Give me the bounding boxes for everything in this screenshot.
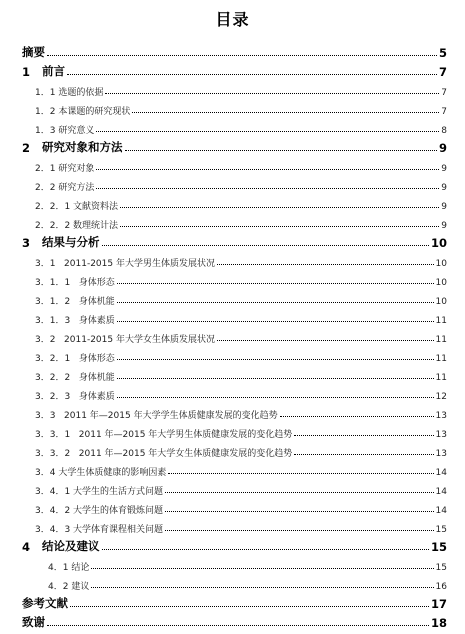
toc-entry-number: 3．1．1 [35, 278, 79, 288]
toc-entry-number: 1．2 [35, 107, 59, 117]
toc-entry-title: 研究对象 [58, 164, 95, 174]
toc-entry[interactable] [0, 555, 465, 573]
toc-entry-page: 15 [435, 525, 447, 535]
toc-entry-number: 1．3 [35, 126, 59, 136]
toc-entry-number: 1．1 [35, 88, 59, 98]
toc-entry-number: 3．1．3 [35, 316, 79, 326]
toc-entry-title: 2011 年—2015 年大学男生体质健康发展的变化趋势 [78, 430, 293, 440]
toc-entry[interactable] [0, 137, 465, 155]
toc-entry-title: 选题的依据 [58, 88, 104, 98]
toc-entry-page: 9 [438, 141, 447, 155]
toc-entry-number: 3．2．3 [35, 392, 79, 402]
dot-leader [96, 131, 439, 132]
dot-leader [117, 302, 434, 303]
toc-entry-title: 结果与分析 [42, 235, 100, 249]
toc-entry-title: 研究方法 [58, 183, 95, 193]
toc-entry-page: 11 [435, 316, 447, 326]
dot-leader [132, 112, 439, 113]
toc-entry-page: 11 [435, 335, 447, 345]
toc-entry-number: 3．1 [35, 259, 65, 269]
toc-entry-number: 3．2．2 [35, 373, 79, 383]
dot-leader [120, 207, 439, 208]
toc-entry-title: 摘要 [22, 45, 45, 59]
toc-entry-number: 3．4．2 [35, 506, 74, 516]
toc-entry-page: 8 [441, 126, 447, 136]
toc-entry-title: 2011-2015 年大学女生体质发展状况 [64, 335, 215, 345]
toc-entry-title: 大学生体质健康的影响因素 [58, 468, 167, 478]
dot-leader [294, 454, 433, 455]
dot-leader [165, 492, 433, 493]
toc-entry-page: 10 [430, 236, 447, 250]
dot-leader [217, 264, 434, 265]
dot-leader [120, 226, 439, 227]
toc-entry-page: 7 [441, 107, 447, 117]
toc-entry-title: 大学生的体育锻炼问题 [73, 506, 164, 516]
dot-leader [67, 74, 437, 75]
toc-entry[interactable] [0, 384, 465, 402]
toc-entry[interactable] [0, 517, 465, 535]
dot-leader [96, 169, 439, 170]
toc-entry[interactable] [0, 422, 465, 440]
toc-entry[interactable] [0, 612, 465, 630]
toc-entry-page: 12 [435, 392, 447, 402]
toc-entry-page: 13 [435, 411, 447, 421]
toc-entry-title: 文献资料法 [73, 202, 119, 212]
toc-entry-number: 3．1．2 [35, 297, 79, 307]
toc-entry[interactable] [0, 232, 465, 250]
toc-entry-page: 9 [441, 202, 447, 212]
toc-entry-page: 11 [435, 354, 447, 364]
toc-entry[interactable] [0, 498, 465, 516]
toc-entry-title: 参考文献 [22, 596, 68, 610]
toc-entry-page: 10 [435, 297, 447, 307]
dot-leader [168, 473, 433, 474]
dot-leader [217, 340, 434, 341]
toc-entry-title: 结论及建议 [42, 539, 100, 553]
dot-leader [102, 549, 429, 550]
toc-entry-page: 15 [435, 563, 447, 573]
dot-leader [117, 283, 434, 284]
toc-entry-title: 前言 [42, 64, 66, 78]
toc-entry-page: 7 [441, 88, 447, 98]
toc-entry-page: 15 [430, 540, 447, 554]
toc-entry[interactable] [0, 99, 465, 117]
dot-leader [280, 416, 434, 417]
toc-entry-title: 身体素质 [78, 392, 115, 402]
dot-leader [96, 188, 439, 189]
toc-entry-title: 身体形态 [78, 278, 115, 288]
dot-leader [165, 530, 433, 531]
dot-leader [105, 93, 439, 94]
toc-entry[interactable] [0, 156, 465, 174]
toc-entry[interactable] [0, 42, 465, 60]
toc-entry-page: 5 [438, 46, 447, 60]
toc-entry-page: 9 [441, 221, 447, 231]
toc-entry-number: 2 [22, 141, 43, 155]
toc-entry[interactable] [0, 479, 465, 497]
toc-entry-title: 2011 年—2015 年大学学生体质健康发展的变化趋势 [64, 411, 278, 421]
toc-entry-number: 4．1 [48, 563, 72, 573]
toc-entry-title: 身体机能 [78, 373, 115, 383]
toc-entry-number: 3．2．1 [35, 354, 79, 364]
dot-leader [91, 568, 433, 569]
toc-entry[interactable] [0, 441, 465, 459]
toc-entry-title: 大学生的生活方式问题 [73, 487, 164, 497]
toc-entry[interactable] [0, 251, 465, 269]
toc-entry[interactable] [0, 80, 465, 98]
toc-entry-page: 10 [435, 259, 447, 269]
toc-entry-title: 身体机能 [78, 297, 115, 307]
toc-entry-number: 1 [22, 65, 43, 79]
toc-entry-title: 身体素质 [78, 316, 115, 326]
toc-entry-number: 3．2 [35, 335, 65, 345]
toc-entry-page: 13 [435, 449, 447, 459]
toc-entry-page: 9 [441, 183, 447, 193]
toc-entry-page: 16 [435, 582, 447, 592]
toc-entry[interactable] [0, 536, 465, 554]
toc-entry-title: 研究意义 [58, 126, 95, 136]
toc-entry-number: 3．4 [35, 468, 59, 478]
dot-leader [70, 606, 429, 607]
dot-leader [117, 378, 434, 379]
toc-entry-number: 3．3．2 [35, 449, 79, 459]
toc-entry[interactable] [0, 403, 465, 421]
toc-entry[interactable] [0, 308, 465, 326]
toc-entry-number: 2．2．1 [35, 202, 74, 212]
toc-entry-number: 2．2 [35, 183, 59, 193]
toc-entry-number: 3．4．1 [35, 487, 74, 497]
dot-leader [294, 435, 433, 436]
toc-entry-title: 数理统计法 [73, 221, 119, 231]
toc-entry[interactable] [0, 213, 465, 231]
toc-entry-page: 14 [435, 506, 447, 516]
toc-entry-number: 2．2．2 [35, 221, 74, 231]
toc-entry-title: 结论 [71, 563, 90, 573]
toc-entry-title: 大学体育课程相关问题 [73, 525, 164, 535]
toc-entry[interactable] [0, 175, 465, 193]
toc-entry-page: 9 [441, 164, 447, 174]
toc-entry-number: 2．1 [35, 164, 59, 174]
toc-entry-number: 4．2 [48, 582, 72, 592]
toc-entry-page: 18 [430, 616, 447, 630]
toc-entry-page: 11 [435, 373, 447, 383]
toc-entry-number: 3．3．1 [35, 430, 79, 440]
toc-entry[interactable] [0, 460, 465, 478]
toc-entry-title: 致谢 [22, 615, 45, 629]
dot-leader [47, 625, 429, 626]
dot-leader [91, 587, 433, 588]
toc-entry[interactable] [0, 346, 465, 364]
toc-entry-title: 2011-2015 年大学男生体质发展状况 [64, 259, 215, 269]
toc-entry-page: 13 [435, 430, 447, 440]
toc-entry-title: 研究对象和方法 [42, 140, 123, 154]
toc-entry[interactable] [0, 118, 465, 136]
toc-entry-page: 14 [435, 487, 447, 497]
dot-leader [117, 359, 434, 360]
toc-entry-number: 3 [22, 236, 43, 250]
dot-leader [102, 245, 429, 246]
toc-entry-page: 14 [435, 468, 447, 478]
dot-leader [165, 511, 433, 512]
toc-entry[interactable] [0, 194, 465, 212]
toc-entry-title: 身体形态 [78, 354, 115, 364]
dot-leader [47, 55, 437, 56]
toc-entry[interactable] [0, 270, 465, 288]
toc-entry-page: 7 [438, 65, 447, 79]
toc-entry-number: 3．3 [35, 411, 65, 421]
toc-title: 目录 [215, 10, 250, 29]
toc-entry[interactable] [0, 574, 465, 592]
toc-entry-title: 本课题的研究现状 [58, 107, 131, 117]
toc-entry-page: 17 [430, 597, 447, 611]
toc-entry[interactable] [0, 327, 465, 345]
dot-leader [117, 321, 434, 322]
toc-entry-number: 4 [22, 540, 43, 554]
toc-entry-title: 建议 [71, 582, 90, 592]
toc-entry-title: 2011 年—2015 年大学女生体质健康发展的变化趋势 [78, 449, 293, 459]
dot-leader [117, 397, 434, 398]
toc-entry[interactable] [0, 289, 465, 307]
toc-entry[interactable] [0, 593, 465, 611]
toc-entry[interactable] [0, 365, 465, 383]
dot-leader [125, 150, 437, 151]
toc-entry-number: 3．4．3 [35, 525, 74, 535]
toc-entry-page: 10 [435, 278, 447, 288]
toc-entry[interactable] [0, 61, 465, 79]
